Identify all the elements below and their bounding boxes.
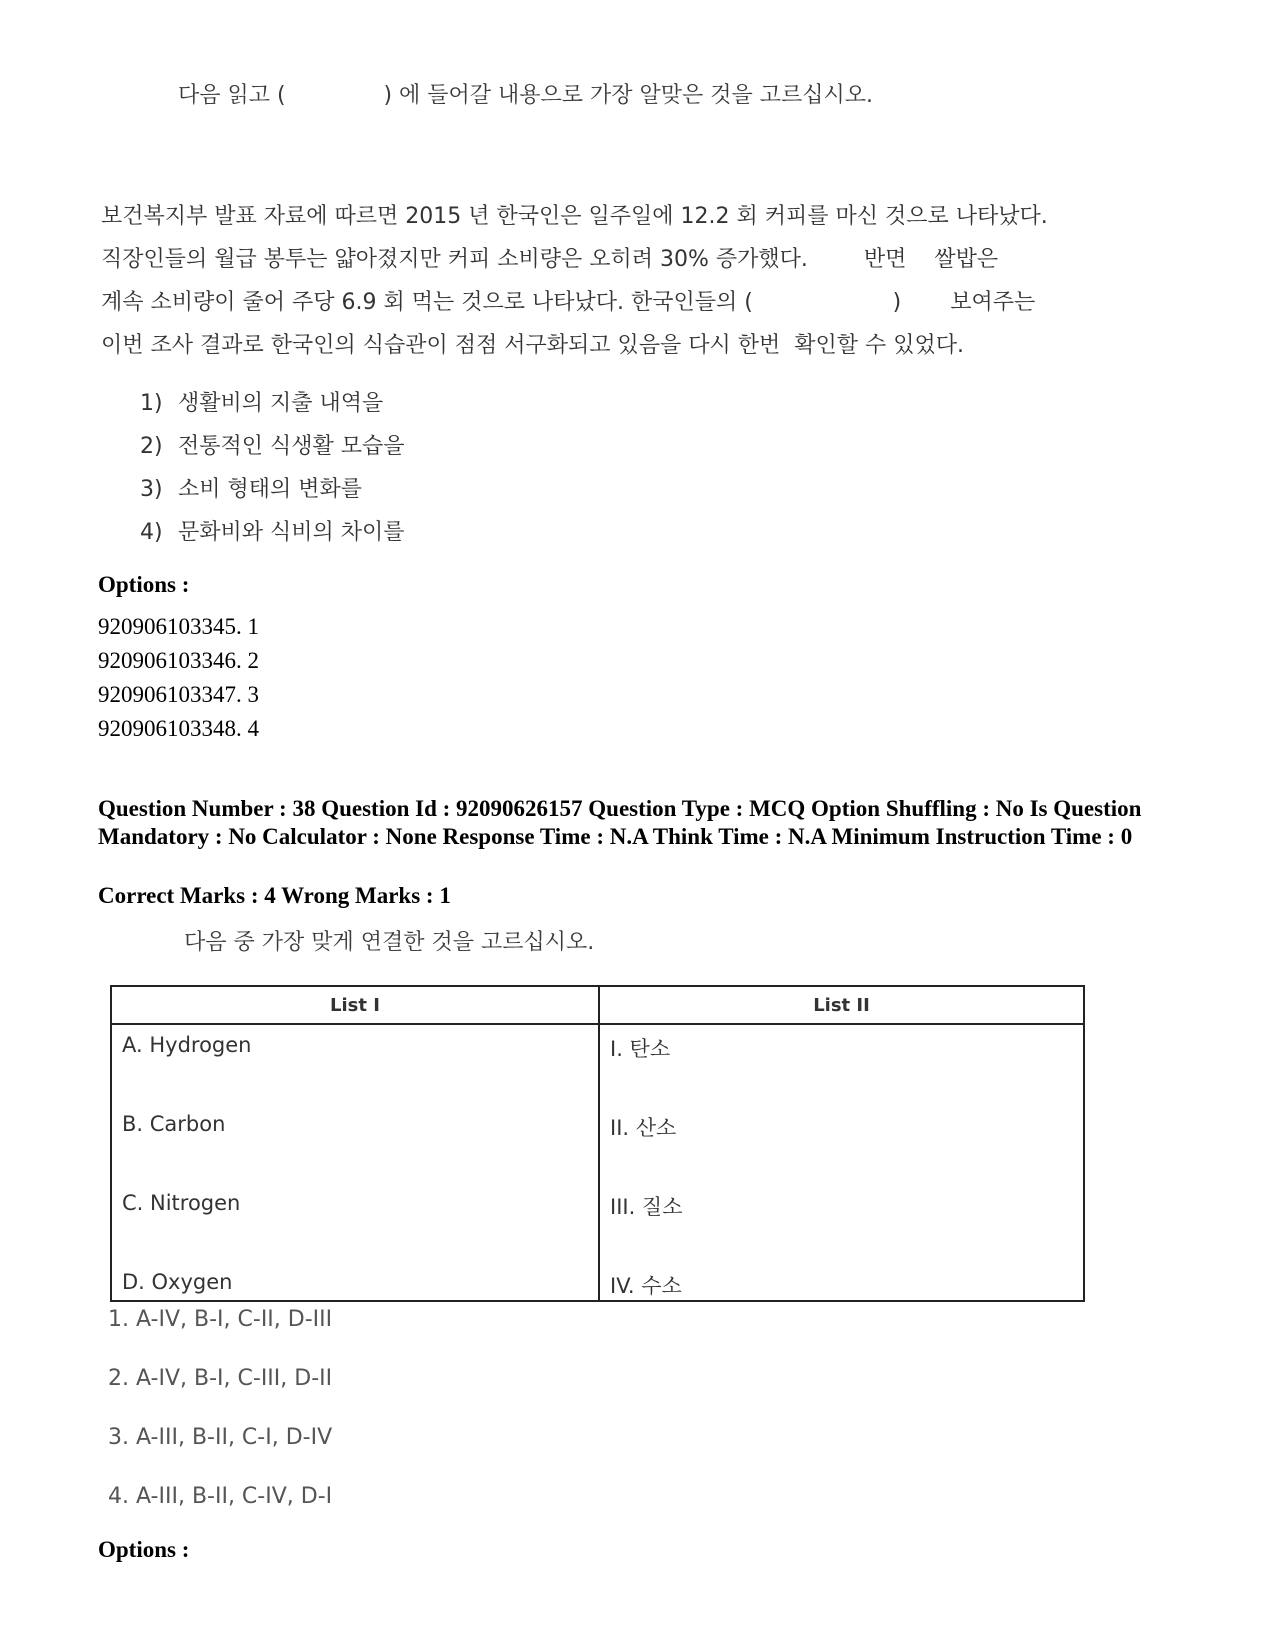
passage-line: 직장인들의 월급 봉투는 얇아졌지만 커피 소비량은 오히려 30% 증가했다. 반면 쌀밥은 xyxy=(101,247,999,272)
choice-text: 전통적인 식생활 모습을 xyxy=(178,434,405,459)
choice-item xyxy=(140,468,405,511)
table-row xyxy=(111,1024,1084,1104)
match-table xyxy=(110,985,1085,1302)
table-cell: IV. 수소 xyxy=(599,1262,1084,1301)
table-row xyxy=(111,1262,1084,1301)
choice-text: 문화비와 식비의 차이를 xyxy=(178,520,405,545)
table-cell: II. 산소 xyxy=(599,1104,1084,1183)
option-item: 920906103345. 1 xyxy=(98,614,259,639)
choice-item xyxy=(140,382,405,425)
option-item: 920906103346. 2 xyxy=(98,648,259,673)
choice-number: 4) xyxy=(140,520,163,545)
table-cell: D. Oxygen xyxy=(111,1262,599,1301)
option-item: 920906103348. 4 xyxy=(98,716,259,741)
table-header-row xyxy=(111,986,1084,1024)
table-cell: B. Carbon xyxy=(111,1104,599,1183)
table-cell: C. Nitrogen xyxy=(111,1183,599,1262)
choice-number: 3) xyxy=(140,477,163,502)
options-list xyxy=(98,610,259,746)
column-header: List I xyxy=(111,986,599,1024)
answer-item: 1. A-IV, B-I, C-II, D-III xyxy=(108,1307,333,1332)
answer-choices xyxy=(108,1305,332,1541)
question-meta: Question Number : 38 Question Id : 92090626157 Question Type : MCQ Option Shuffling : No Is Question Mandatory : No Calculator : None Response Time : N.A Think Time : N.A Minimum Instruction Time : 0 xyxy=(98,796,1142,849)
answer-item: 2. A-IV, B-I, C-III, D-II xyxy=(108,1366,333,1391)
choice-text: 생활비의 지출 내역을 xyxy=(178,391,384,416)
table-cell: A. Hydrogen xyxy=(111,1024,599,1104)
passage-line: 계속 소비량이 줄어 주당 6.9 회 먹는 것으로 나타났다. 한국인들의 ( ) 보여주는 xyxy=(101,290,1036,315)
passage-instruction: 다음 읽고 ( ) 에 들어갈 내용으로 가장 알맞은 것을 고르십시오. xyxy=(178,83,874,108)
table-row xyxy=(111,1104,1084,1183)
answer-item: 4. A-III, B-II, C-IV, D-I xyxy=(108,1484,333,1509)
question-instruction: 다음 중 가장 맞게 연결한 것을 고르십시오. xyxy=(184,930,595,955)
choice-number: 2) xyxy=(140,434,163,459)
option-item: 920906103347. 3 xyxy=(98,682,259,707)
answer-item: 3. A-III, B-II, C-I, D-IV xyxy=(108,1425,333,1450)
options-label: Options : xyxy=(98,572,190,597)
reading-passage xyxy=(101,195,1111,367)
options-label: Options : xyxy=(98,1537,190,1562)
choice-text: 소비 형태의 변화를 xyxy=(178,477,363,502)
choice-item xyxy=(140,425,405,468)
choice-item xyxy=(140,511,405,554)
question-marks: Correct Marks : 4 Wrong Marks : 1 xyxy=(98,883,451,908)
table-row xyxy=(111,1183,1084,1262)
passage-line: 이번 조사 결과로 한국인의 식습관이 점점 서구화되고 있음을 다시 한번 확인할 수 있었다. xyxy=(101,333,964,358)
table-cell: I. 탄소 xyxy=(599,1024,1084,1104)
table-cell: III. 질소 xyxy=(599,1183,1084,1262)
choice-number: 1) xyxy=(140,391,163,416)
column-header: List II xyxy=(599,986,1084,1024)
passage-line: 보건복지부 발표 자료에 따르면 2015 년 한국인은 일주일에 12.2 회 커피를 마신 것으로 나타났다. xyxy=(101,204,1048,229)
passage-choices xyxy=(140,382,405,554)
